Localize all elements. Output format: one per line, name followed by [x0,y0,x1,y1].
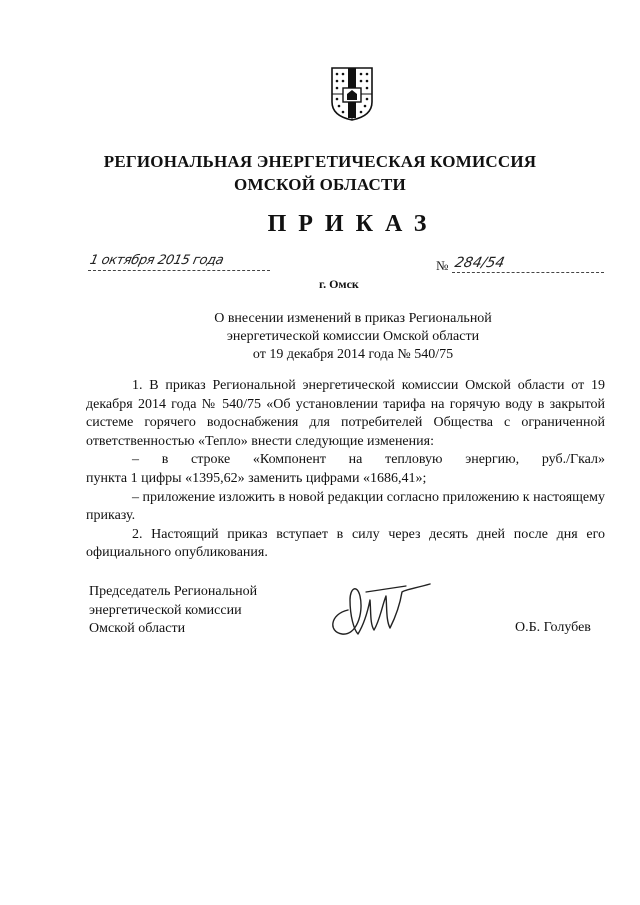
number-underline [452,272,604,273]
order-date-handwritten: 1 октября 2015 года [88,253,225,268]
signer-name: О.Б. Голубев [515,620,591,635]
document-title: ПРИКАЗ [267,211,439,237]
order-number-handwritten: 284/54 [453,255,506,271]
date-underline [88,270,270,271]
subject-line-1: О внесении изменений в приказ Региональной [214,311,492,326]
signer-title-line1: Председатель Региональной [89,584,258,599]
subject-line-3: от 19 декабря 2014 года № 540/75 [252,347,454,362]
paragraph-item-1: 1. В приказ Региональной энергетической комиссии Омской области от 19 декабря 2014 года № 540/75 «Об установлении тарифа на горячую воду в закрытой системе горячего водоснабжения для потребителей Общества с ограниченной ответственностью «Тепло» внести следующие изменения: [86,378,605,449]
city-label: г. Омск [319,277,359,291]
signer-title-line3: Омской области [89,621,186,637]
order-body [86,377,605,563]
paragraph-change-2: – приложение изложить в новой редакции согласно приложению к настоящему приказу. [86,489,605,524]
signer-title-line2: энергетической комиссии [89,602,242,618]
signer-title [89,583,257,639]
handwritten-signature-icon [320,570,450,645]
organization-name-line2: ОМСКОЙ ОБЛАСТИ [234,175,406,194]
number-sign: № [436,258,449,273]
subject-line-2: энергетической комиссии Омской области [226,329,480,344]
paragraph-change-1-line2: пункта 1 цифры «1395,62» заменить цифрами «1686,41»; [86,470,427,486]
paragraph-change-1-line1: – в строке «Компонент на тепловую энергию, руб./Гкал» [132,452,605,468]
paragraph-item-2: 2. Настоящий приказ вступает в силу через десять дней после дня его официального опубликования. [86,526,605,561]
coat-of-arms-icon [330,66,374,122]
organization-name-line1: РЕГИОНАЛЬНАЯ ЭНЕРГЕТИЧЕСКАЯ КОМИССИЯ [103,152,537,171]
